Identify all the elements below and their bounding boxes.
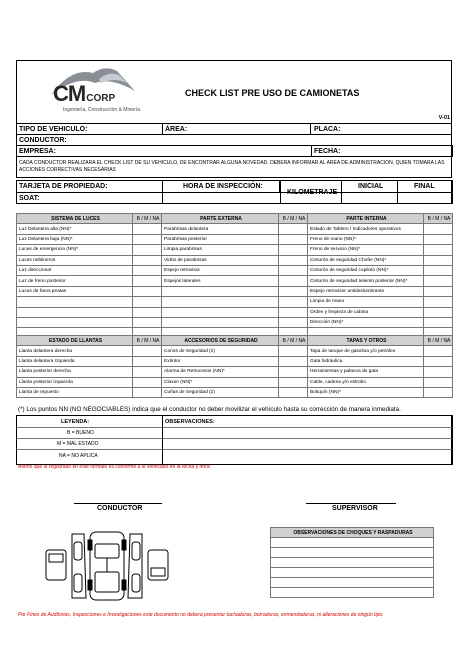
checklist-sheet (16, 60, 452, 640)
checklist-item-label: Espejo retrovisor antideslumbrante (308, 286, 424, 296)
soat-label: SOAT: (19, 195, 40, 202)
empresa-label: EMPRESA: (19, 148, 56, 155)
checklist-item-label: Estado de Tablero / Indicadores operativos (308, 224, 424, 234)
rating-cell[interactable] (424, 387, 453, 397)
rating-cell[interactable] (279, 255, 308, 265)
inicial-field[interactable] (341, 180, 398, 204)
table2-rating-header: B / M / NA (133, 336, 162, 346)
rating-cell[interactable] (133, 265, 162, 275)
rating-cell[interactable] (424, 377, 453, 387)
table-row (271, 568, 434, 578)
table-row (17, 255, 453, 265)
rating-cell[interactable] (133, 255, 162, 265)
checklist-item-label: Limpia de mano (308, 297, 424, 307)
rating-cell[interactable] (279, 265, 308, 275)
table-row (271, 538, 434, 548)
choques-obs-cell[interactable] (271, 558, 434, 568)
checklist-item-label: Freno de servicio (NN)* (308, 245, 424, 255)
rating-cell[interactable] (279, 297, 308, 307)
checklist-item-label: Parabrisas posterior (162, 234, 279, 244)
checklist-item-label: Llanta delantera Izquierda (17, 356, 133, 366)
checklist-item-label (162, 307, 279, 317)
kilometraje-label: KILOMETRAJE (287, 189, 338, 196)
placa-label: PLACA: (314, 126, 341, 133)
table-row (17, 356, 453, 366)
table-row (17, 245, 453, 255)
rating-cell[interactable] (133, 234, 162, 244)
checklist-item-label: Espejos laterales (162, 276, 279, 286)
checklist-item-label: Luces neblineros (17, 255, 133, 265)
rating-cell[interactable] (424, 297, 453, 307)
observaciones-field[interactable] (162, 415, 453, 465)
rating-cell[interactable] (424, 245, 453, 255)
rating-cell[interactable] (133, 286, 162, 296)
checklist-item-label: Espejo retrovisor (162, 265, 279, 275)
tarjeta-label: TARJETA DE PROPIEDAD: (19, 183, 108, 190)
checklist-item-label: Dirección (NN)* (308, 317, 424, 327)
legend-obs-box (16, 415, 452, 465)
table1-rating-header: B / M / NA (279, 214, 308, 224)
supervisor-signature-line[interactable] (306, 503, 396, 504)
table-row (17, 367, 453, 377)
rating-cell[interactable] (133, 224, 162, 234)
checklist-item-label (17, 297, 133, 307)
rating-cell[interactable] (133, 387, 162, 397)
area-label: ÁREA: (165, 126, 188, 133)
checklist-item-label: Llanta de repuesto (17, 387, 133, 397)
observaciones-label: OBSERVACIONES: (165, 419, 215, 425)
rating-cell[interactable] (424, 346, 453, 356)
checklist-item-label: Cable, cadena y/o estrobo (308, 377, 424, 387)
rating-cell[interactable] (279, 346, 308, 356)
checklist-table-1 (16, 213, 453, 339)
checklist-item-label: Limpia parabrisas (162, 245, 279, 255)
table-row (271, 558, 434, 568)
company-logo (35, 61, 155, 117)
tipo-vehiculo-label: TIPO DE VEHICULO: (19, 126, 88, 133)
choques-obs-cell[interactable] (271, 588, 434, 598)
rating-cell[interactable] (279, 307, 308, 317)
legend-item-mal: M = MAL ESTADO (57, 441, 99, 447)
rating-cell[interactable] (279, 286, 308, 296)
rating-cell[interactable] (279, 377, 308, 387)
checklist-item-label (17, 307, 133, 317)
rating-cell[interactable] (424, 307, 453, 317)
checklist-item-label: Freno de mano (NN)* (308, 234, 424, 244)
table1-header-row (17, 214, 453, 224)
row-tarjeta (16, 180, 452, 204)
choques-header-row (271, 528, 434, 538)
final-field[interactable] (397, 180, 453, 204)
choques-title: OBSERVACIONES DE CHOQUES Y RASPADURAS (271, 528, 434, 538)
instruction-box (16, 156, 452, 178)
conductor-signature-line[interactable] (74, 503, 162, 504)
checklist-item-label (17, 317, 133, 327)
checklist-item-label: Luz de freno posterior (17, 276, 133, 286)
inicial-label: INICIAL (358, 183, 384, 190)
rating-cell[interactable] (279, 317, 308, 327)
checklist-item-label: Claxon (NN)* (162, 377, 279, 387)
checklist-item-label: Luz Delantera alta (NN)* (17, 224, 133, 234)
table-row (271, 578, 434, 588)
table-row (17, 307, 453, 317)
rating-cell[interactable] (133, 317, 162, 327)
rating-cell[interactable] (279, 234, 308, 244)
choques-obs-cell[interactable] (271, 578, 434, 588)
checklist-item-label: Cinturón de seguridad copiloto (NN)* (308, 265, 424, 275)
checklist-item-label: Alarma de Retrocesos (NN)* (162, 367, 279, 377)
rating-cell[interactable] (279, 356, 308, 366)
rating-cell[interactable] (133, 356, 162, 366)
checklist-item-label: Llanta posterior izquierda (17, 377, 133, 387)
checklist-item-label: Luz Delantera baja (NN)* (17, 234, 133, 244)
rating-cell[interactable] (279, 276, 308, 286)
rating-cell[interactable] (424, 224, 453, 234)
checklist-table-2 (16, 335, 453, 398)
table2-section-header: ESTADO DE LLANTAS (17, 336, 133, 346)
page-title: CHECK LIST PRE USO DE CAMIONETAS (185, 88, 360, 98)
choques-table (270, 527, 434, 598)
rating-cell[interactable] (133, 367, 162, 377)
rating-cell[interactable] (133, 245, 162, 255)
affirm-text: Afirmo que lo registrado en este formato es conforme a lo verificado en la fecha y hora: (18, 464, 211, 470)
table1-section-header: PARTE INTERNA (308, 214, 424, 224)
checklist-item-label: Orden y limpieza de cabina (308, 307, 424, 317)
choques-obs-cell[interactable] (271, 568, 434, 578)
table1-section-header: PARTE EXTERNA (162, 214, 279, 224)
table1-section-header: SISTEMA DE LUCES (17, 214, 133, 224)
nn-note: (*) Los puntos NN (NO NEGOCIABLES) indica que el conductor no deber movilizar el vehículo hasta su corrección de manera inmediata. (18, 406, 401, 413)
rating-cell[interactable] (424, 367, 453, 377)
table-row (17, 234, 453, 244)
rating-cell[interactable] (279, 367, 308, 377)
rating-cell[interactable] (133, 346, 162, 356)
checklist-item-label: Botiquín (NN)* (308, 387, 424, 397)
checklist-item-label (162, 297, 279, 307)
footer-note: Por Fines de Auditorias, Inspecciones e Investigaciones este documento no deberá presentar tachaduras, borraduras, enmendaduras, ni alteraciones de ningún tipo. (18, 612, 384, 618)
table2-rating-header: B / M / NA (424, 336, 453, 346)
checklist-item-label: Herramientas y palanca de gata (308, 367, 424, 377)
checklist-item-label: Luces de emergencia (NN)* (17, 245, 133, 255)
checklist-item-label: Luz direccional (17, 265, 133, 275)
rating-cell[interactable] (424, 356, 453, 366)
checklist-item-label: Cuñas de Seguridad (2) (162, 387, 279, 397)
rating-cell[interactable] (133, 307, 162, 317)
table-row (17, 224, 453, 234)
checklist-item-label: Extintor (162, 356, 279, 366)
table-row (17, 286, 453, 296)
rating-cell[interactable] (133, 377, 162, 387)
logo-wordmark: CMCORP (53, 81, 116, 106)
table2-rating-header: B / M / NA (279, 336, 308, 346)
checklist-item-label: Cinturón de seguridad Chofer (NN)* (308, 255, 424, 265)
checklist-item-label: Gata hidráulica (308, 356, 424, 366)
table1-rating-header: B / M / NA (133, 214, 162, 224)
table2-section-header: TAPAS Y OTROS (308, 336, 424, 346)
table-row (17, 297, 453, 307)
checklist-item-label: Parabrisas delantera (162, 224, 279, 234)
instruction-text: CADA CONDUCTOR REALIZARA EL CHECK LIST DE SU VEHICULO, DE ENCONTRAR ALGUNA NOVEDAD, DEBERA INFORMAR AL AREA DE ADMINISTRACION, QUIEN TOMARA LAS ACCIONES CORRECTIVAS NECESARIAS (19, 160, 445, 173)
checklist-item-label: Conos de Seguridad (2) (162, 346, 279, 356)
kilometraje-box (280, 180, 342, 204)
rating-cell[interactable] (424, 276, 453, 286)
table2-header-row (17, 336, 453, 346)
hora-label: HORA DE INSPECCIÓN: (183, 183, 263, 190)
choques-obs-cell[interactable] (271, 548, 434, 558)
logo-tagline: Ingeniería, Construcción & Minería (63, 107, 140, 113)
choques-obs-cell[interactable] (271, 538, 434, 548)
checklist-item-label (162, 286, 279, 296)
table2-section-header: ACCESORIOS DE SEGURIDAD (162, 336, 279, 346)
checklist-item-label: Luces de faros piratas (17, 286, 133, 296)
conductor-signature-label: CONDUCTOR (97, 505, 143, 512)
checklist-item-label (162, 317, 279, 327)
table-row (17, 276, 453, 286)
supervisor-signature-label: SUPERVISOR (332, 505, 378, 512)
rating-cell[interactable] (279, 387, 308, 397)
checklist-item-label: Cinturón de seguridad asiento posterior (NN)* (308, 276, 424, 286)
table-row (271, 588, 434, 598)
rating-cell[interactable] (133, 297, 162, 307)
legend-box (17, 416, 162, 464)
fecha-label: FECHA: (314, 148, 341, 155)
version-label: V-01 (438, 115, 450, 121)
rating-cell[interactable] (424, 265, 453, 275)
checklist-item-label: Tapa de tanque de gasolina y/o petróleo (308, 346, 424, 356)
rating-cell[interactable] (424, 255, 453, 265)
checklist-item-label: Llanta posterior derecha (17, 367, 133, 377)
table1-rating-header: B / M / NA (424, 214, 453, 224)
rating-cell[interactable] (424, 286, 453, 296)
checklist-item-label: Llanta delantera derecha (17, 346, 133, 356)
rating-cell[interactable] (424, 234, 453, 244)
checklist-item-label: Vidrio de parabrisas (162, 255, 279, 265)
rating-cell[interactable] (424, 317, 453, 327)
vehicle-diagram-icon (32, 528, 182, 608)
table-row (17, 265, 453, 275)
table-row (17, 317, 453, 327)
table-row (271, 548, 434, 558)
legend-title: LEYENDA: (61, 419, 90, 425)
table-row (17, 346, 453, 356)
header-box (16, 60, 452, 124)
rating-cell[interactable] (279, 224, 308, 234)
legend-item-bueno: B = BUENO (67, 430, 94, 436)
table-row (17, 377, 453, 387)
rating-cell[interactable] (279, 245, 308, 255)
legend-item-na: NA = NO APLICA (59, 453, 98, 459)
hora-field[interactable] (162, 180, 280, 193)
rating-cell[interactable] (133, 276, 162, 286)
final-label: FINAL (414, 183, 435, 190)
conductor-label: CONDUCTOR: (19, 137, 67, 144)
table-row (17, 387, 453, 397)
